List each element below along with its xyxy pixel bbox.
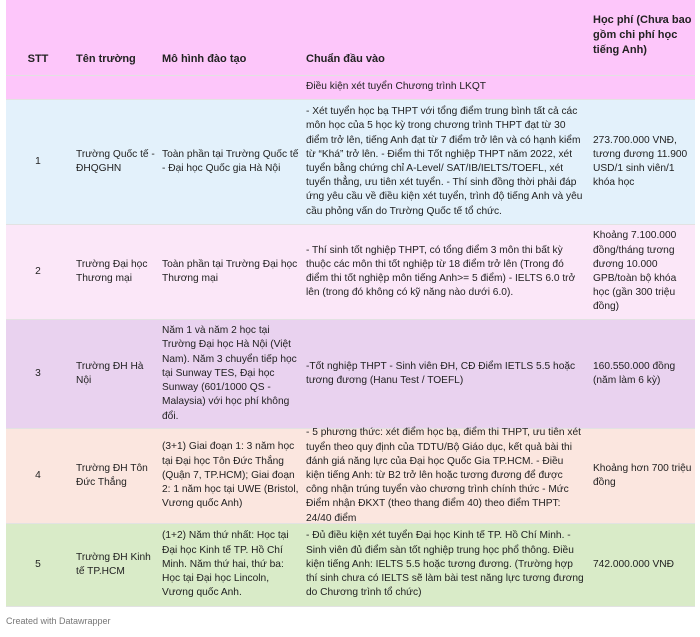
datawrapper-credit-link[interactable]: Created with Datawrapper bbox=[6, 616, 111, 626]
row-requirements: - Xét tuyển học bạ THPT với tổng điểm trung bình tất cả các môn học của 5 học kỳ trong chương trình THPT đạt từ 30 điểm trở lên, tiếng Anh đạt từ 7 điểm trở lên và có hạnh kiểm từ “Khá” trở lên. - Điểm thi Tốt nghiệp THPT năm 2022, xét tuyển bằng chứng chỉ A-Level/ SAT/IB/IELTS/TOEFL, xét tuyển thẳng, ưu tiên xét tuyển. - Thí sinh đồng thời phải đáp ứng yêu cầu về điều kiện xét tuyển, trình độ tiếng Anh và yêu cầu phỏng vấn do Trường Quốc tế tổ chức. bbox=[306, 106, 583, 217]
row-fee: Khoảng 7.100.000 đồng/tháng tương đương 10.000 GPB/toàn bộ khóa học (gần 300 triệu đồng) bbox=[593, 230, 677, 313]
row-model: Toàn phần tại Trường Quốc tế - Đại học Quốc gia Hà Nội bbox=[162, 148, 299, 174]
table-header-row bbox=[6, 0, 695, 76]
table-row bbox=[6, 320, 695, 429]
row-model: Năm 1 và năm 2 học tại Trường Đại học Hà Nội (Việt Nam). Năm 3 chuyển tiếp học tại Sunway TES, Đại học Sunway (601/1000 QS - Malaysia) với học phí không đổi. bbox=[162, 325, 297, 422]
row-model: (3+1) Giai đoạn 1: 3 năm học tại Đại học Tôn Đức Thắng (Quận 7, TP.HCM); Giai đoạn 2: 1 năm học tại UWE (Bristol, Vương quốc Anh) bbox=[162, 441, 299, 510]
row-stt: 4 bbox=[35, 469, 41, 481]
header-requirements: Chuẩn đầu vào bbox=[306, 53, 385, 65]
header-stt: STT bbox=[27, 53, 49, 65]
row-model: (1+2) Năm thứ nhất: Học tại Đại học Kinh tế TP. Hồ Chí Minh. Năm thứ hai, thứ ba: Học tại Đại học Lincoln, Vương quốc Anh. bbox=[162, 530, 289, 599]
table-row bbox=[6, 225, 695, 320]
header-name: Tên trường bbox=[76, 53, 136, 65]
row-fee: 273.700.000 VNĐ, tương đương 11.900 USD/1 sinh viên/1 khóa học bbox=[593, 134, 688, 189]
row-fee: 160.550.000 đồng (năm làm 6 kỳ) bbox=[593, 360, 676, 386]
row-requirements: - Đủ điều kiện xét tuyển Đại học Kinh tế TP. Hồ Chí Minh. - Sinh viên đủ điểm sàn tốt nghiệp trung học phổ thông. Điều kiện tiếng Anh: IELTS 5.5 hoặc tương đương. (Trường hợp thí sinh chưa có IELTS sẽ làm bài test năng lực tương đương do Chương trình tổ chức) bbox=[306, 530, 584, 599]
table-row bbox=[6, 429, 695, 524]
row-requirements: -Tốt nghiệp THPT - Sinh viên ĐH, CĐ Điểm IETLS 5.5 hoặc tương đương (Hanu Test / TOEFL) bbox=[306, 360, 576, 386]
row-model: Toàn phần tại Trường Đại học Thương mại bbox=[162, 258, 298, 284]
row-requirements: - Thí sinh tốt nghiệp THPT, có tổng điểm 3 môn thi bất kỳ thuộc các môn thi tốt nghiệp từ 18 điểm trở lên (Trong đó điểm thi tốt nghiệp môn tiếng Anh>= 5 điểm) - IELTS 6.0 trở lên (trong đó không có kỹ năng nào dưới 6.0). bbox=[306, 244, 576, 299]
table-row bbox=[6, 524, 695, 607]
subheader-requirements: Điều kiện xét tuyển Chương trình LKQT bbox=[306, 81, 486, 93]
row-fee: 742.000.000 VNĐ bbox=[593, 558, 674, 570]
row-name: Trường Đại học Thương mại bbox=[76, 258, 148, 284]
row-name: Trường Quốc tế - ĐHQGHN bbox=[76, 148, 155, 174]
row-name: Trường ĐH Tôn Đức Thắng bbox=[76, 462, 148, 488]
row-stt: 1 bbox=[35, 155, 41, 167]
table-row bbox=[6, 100, 695, 225]
row-name: Trường ĐH Hà Nội bbox=[76, 360, 144, 386]
header-fee: Học phí (Chưa bao gồm chi phí học tiếng Anh) bbox=[593, 14, 692, 56]
row-stt: 5 bbox=[35, 558, 41, 570]
row-stt: 3 bbox=[35, 367, 41, 379]
header-model: Mô hình đào tạo bbox=[162, 53, 247, 65]
row-requirements: - 5 phương thức: xét điểm học bạ, điểm thi THPT, ưu tiên xét tuyển theo quy định của TDTU/Bộ Giáo dục, kết quả bài thi đánh giá năng lực của Đại học Quốc Gia TP.HCM. - Điều kiện tiếng Anh: từ B2 trở lên hoặc tương đương để được công nhận trúng tuyển vào chương trình chính thức - Mức Điểm nhận ĐKXT (theo thang điểm 40) theo điểm THPT: 24/40 điểm bbox=[306, 427, 581, 524]
row-stt: 2 bbox=[35, 265, 41, 277]
row-name: Trường ĐH Kinh tế TP.HCM bbox=[76, 551, 151, 577]
table-subheader-row bbox=[6, 76, 695, 100]
row-fee: Khoảng hơn 700 triệu đồng bbox=[593, 462, 692, 488]
